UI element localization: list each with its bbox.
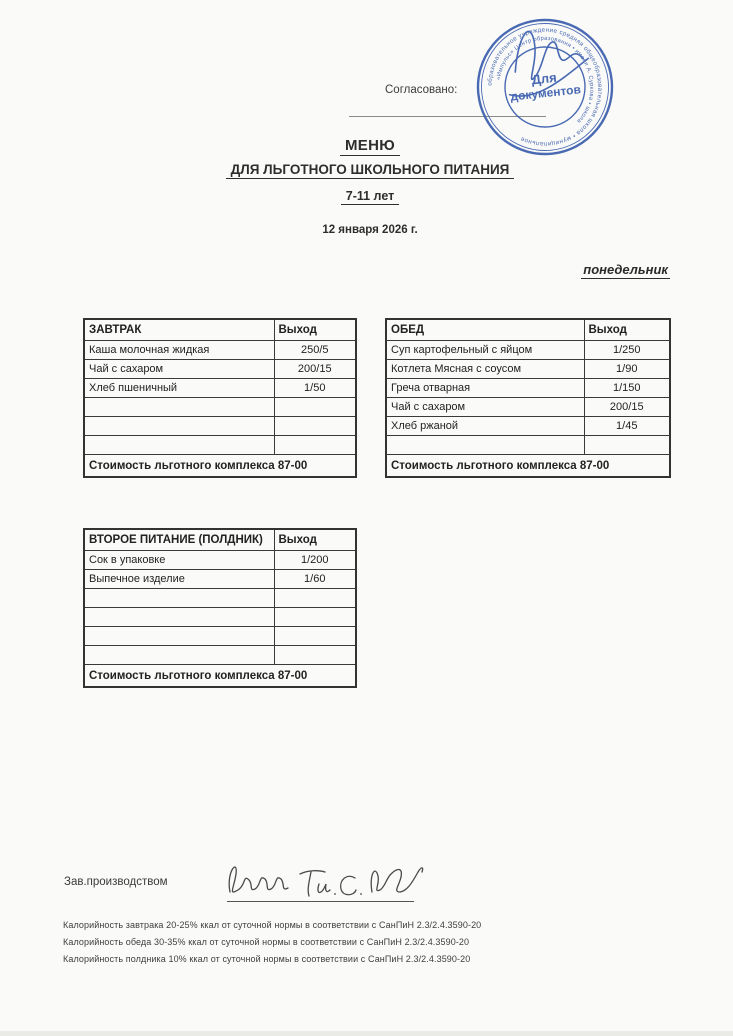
- stamp-center-line2: документов: [509, 82, 582, 104]
- output-cell: [274, 417, 356, 436]
- dish-cell: Чай с сахаром: [84, 360, 274, 379]
- table-header-row: [84, 319, 356, 341]
- dish-cell: [84, 417, 274, 436]
- signature-line: [227, 901, 414, 902]
- cost-total: Стоимость льготного комплекса 87-00: [84, 665, 356, 688]
- menu-row: [386, 398, 670, 417]
- table-footer-row: [84, 455, 356, 478]
- dish-cell: [84, 608, 274, 627]
- breakfast-table: [83, 318, 357, 478]
- table-header-row: [84, 529, 356, 551]
- output-cell: 1/90: [584, 360, 670, 379]
- dish-cell: Чай с сахаром: [386, 398, 584, 417]
- stamp-center-line1: Для: [530, 69, 558, 88]
- menu-row-empty: [84, 589, 356, 608]
- menu-row: [386, 417, 670, 436]
- menu-row: [84, 551, 356, 570]
- menu-row: [386, 379, 670, 398]
- output-cell: 1/200: [274, 551, 356, 570]
- menu-row: [84, 341, 356, 360]
- footnote-snack-calories: Калорийность полдника 10% ккал от суточной нормы в соответствии с СанПиН 2.3/2.4.3590-20: [63, 954, 471, 964]
- dish-cell: Греча отварная: [386, 379, 584, 398]
- output-cell: 1/50: [274, 379, 356, 398]
- output-cell: 250/5: [274, 341, 356, 360]
- menu-row-empty: [386, 436, 670, 455]
- agreed-label: Согласовано:: [385, 84, 458, 96]
- stamp-ring-text-outer: образовательное учреждение средняя общеобразовательная школа • муниципальное: [486, 26, 604, 148]
- dish-cell: Хлеб пшеничный: [84, 379, 274, 398]
- output-cell: [274, 436, 356, 455]
- page-title: МЕНЮ: [170, 137, 570, 154]
- output-cell: [274, 608, 356, 627]
- table-title: ЗАВТРАК: [84, 319, 274, 341]
- dish-cell: Котлета Мясная с соусом: [386, 360, 584, 379]
- dish-cell: Суп картофельный с яйцом: [386, 341, 584, 360]
- dish-cell: Хлеб ржаной: [386, 417, 584, 436]
- menu-row: [84, 379, 356, 398]
- dish-cell: [84, 627, 274, 646]
- output-cell: [274, 398, 356, 417]
- output-cell: 200/15: [274, 360, 356, 379]
- output-cell: 1/60: [274, 570, 356, 589]
- output-cell: 1/250: [584, 341, 670, 360]
- page-subtitle: ДЛЯ ЛЬГОТНОГО ШКОЛЬНОГО ПИТАНИЯ: [170, 162, 570, 177]
- menu-row: [386, 360, 670, 379]
- stamp-ring-text-inner: «Импульс» Центр образования • имени А. Суркова • школа: [495, 35, 595, 124]
- table-title: ОБЕД: [386, 319, 584, 341]
- dish-cell: [84, 398, 274, 417]
- output-column-header: Выход: [274, 319, 356, 341]
- dish-cell: [386, 436, 584, 455]
- dish-cell: Сок в упаковке: [84, 551, 274, 570]
- output-cell: 1/150: [584, 379, 670, 398]
- production-manager-label: Зав.производством: [64, 876, 168, 888]
- dish-cell: [84, 589, 274, 608]
- table-title: ВТОРОЕ ПИТАНИЕ (ПОЛДНИК): [84, 529, 274, 551]
- menu-row-empty: [84, 646, 356, 665]
- age-group: 7-11 лет: [170, 189, 570, 203]
- menu-row-empty: [84, 436, 356, 455]
- handwritten-signature: [222, 846, 427, 904]
- snack-table: [83, 528, 357, 688]
- footnote-breakfast-calories: Калорийность завтрака 20-25% ккал от суточной нормы в соответствии с СанПиН 2.3/2.4.3590-20: [63, 920, 482, 930]
- menu-row-empty: [84, 417, 356, 436]
- lunch-table: [385, 318, 671, 478]
- footnote-lunch-calories: Калорийность обеда 30-35% ккал от суточной нормы в соответствии с СанПиН 2.3/2.4.3590-20: [63, 937, 470, 947]
- dish-cell: Каша молочная жидкая: [84, 341, 274, 360]
- menu-row: [386, 341, 670, 360]
- dish-cell: [84, 646, 274, 665]
- output-cell: [274, 627, 356, 646]
- output-cell: [274, 646, 356, 665]
- dish-cell: Выпечное изделие: [84, 570, 274, 589]
- output-column-header: Выход: [274, 529, 356, 551]
- table-header-row: [386, 319, 670, 341]
- menu-row: [84, 570, 356, 589]
- table-footer-row: [386, 455, 670, 478]
- menu-row-empty: [84, 398, 356, 417]
- cost-total: Стоимость льготного комплекса 87-00: [84, 455, 356, 478]
- output-cell: [584, 436, 670, 455]
- menu-date: 12 января 2026 г.: [322, 224, 418, 236]
- output-cell: [274, 589, 356, 608]
- output-cell: 1/45: [584, 417, 670, 436]
- menu-row-empty: [84, 608, 356, 627]
- table-footer-row: [84, 665, 356, 688]
- menu-row: [84, 360, 356, 379]
- cost-total: Стоимость льготного комплекса 87-00: [386, 455, 670, 478]
- dish-cell: [84, 436, 274, 455]
- weekday-label: понедельник: [583, 262, 668, 277]
- menu-row-empty: [84, 627, 356, 646]
- output-column-header: Выход: [584, 319, 670, 341]
- output-cell: 200/15: [584, 398, 670, 417]
